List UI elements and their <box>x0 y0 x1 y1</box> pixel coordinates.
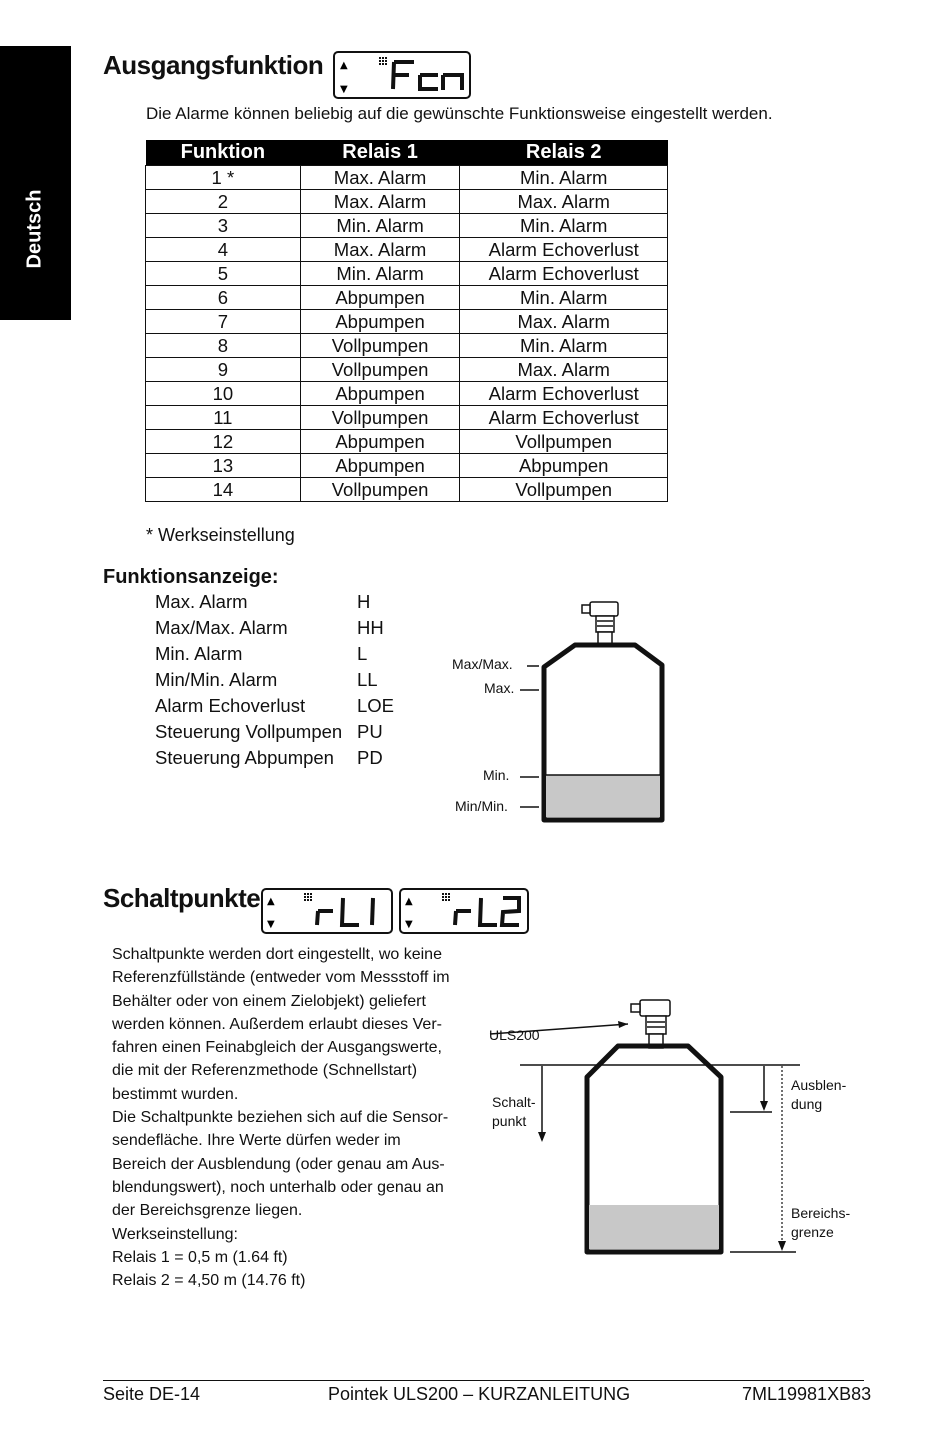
footer-rule <box>103 1380 864 1381</box>
cell-relais-2: Vollpumpen <box>460 478 668 502</box>
cell-relais-2: Alarm Echoverlust <box>460 262 668 286</box>
cell-relais-2: Max. Alarm <box>460 358 668 382</box>
table-row <box>146 478 668 502</box>
cell-relais-1: Max. Alarm <box>300 238 460 262</box>
legend-code: H <box>357 591 371 612</box>
cell-relais-1: Max. Alarm <box>300 190 460 214</box>
cell-relais-2: Alarm Echoverlust <box>460 406 668 430</box>
segment-dots-icon <box>379 57 387 65</box>
lcd-display-rl2 <box>399 888 529 934</box>
cell-relais-2: Min. Alarm <box>460 334 668 358</box>
cell-funktion: 12 <box>146 430 301 454</box>
cell-relais-2: Min. Alarm <box>460 166 668 190</box>
down-arrow-icon: ▼ <box>340 84 348 95</box>
function-table <box>145 140 668 502</box>
seven-segment-rl1 <box>317 898 373 925</box>
footer-doc-number: 7ML19981XB83 <box>742 1384 872 1404</box>
body-line: Bereich der Ausblendung (oder genau am Aus- <box>112 1155 445 1173</box>
footer-title: Pointek ULS200 – KURZANLEITUNG <box>328 1384 631 1404</box>
footer-page: Seite DE-14 <box>103 1384 201 1404</box>
cell-funktion: 5 <box>146 262 301 286</box>
table-row <box>146 358 668 382</box>
cell-relais-1: Abpumpen <box>300 454 460 478</box>
body-line: Die Schaltpunkte beziehen sich auf die Sensor- <box>112 1109 449 1127</box>
table-row <box>146 406 668 430</box>
body-line: bestimmt wurden. <box>112 1085 239 1103</box>
body-line: der Bereichsgrenze liegen. <box>112 1202 303 1220</box>
legend-label: Steuerung Vollpumpen <box>155 721 343 742</box>
funktionsanzeige-list <box>155 589 435 771</box>
body-line: die mit der Referenzmethode (Schnellstart) <box>112 1062 418 1080</box>
cell-funktion: 9 <box>146 358 301 382</box>
header-funktion: Funktion <box>146 140 301 166</box>
lcd-display-rl1 <box>261 888 393 934</box>
cell-funktion: 8 <box>146 334 301 358</box>
table-row <box>146 382 668 406</box>
header-relais-2: Relais 2 <box>460 140 668 166</box>
list-item <box>155 693 435 719</box>
table-header-row <box>146 140 668 166</box>
up-arrow-icon: ▲ <box>340 60 348 71</box>
legend-label: Steuerung Abpumpen <box>155 747 334 768</box>
section-title-schaltpunkte: Schaltpunkte <box>103 883 261 913</box>
header-relais-1: Relais 1 <box>300 140 460 166</box>
sensor-icon <box>582 602 618 645</box>
body-line: sendefläche. Ihre Werte dürfen weder im <box>112 1132 401 1150</box>
label-schaltpunkt-1: Schalt- <box>492 1094 536 1110</box>
cell-relais-1: Abpumpen <box>300 382 460 406</box>
table-row <box>146 166 668 190</box>
list-item <box>155 641 435 667</box>
segment-dots-icon <box>304 893 312 901</box>
legend-label: Alarm Echoverlust <box>155 695 306 716</box>
table-row <box>146 310 668 334</box>
body-line: Referenzfüllstände (entweder vom Messstoff im <box>112 969 450 987</box>
table-row <box>146 214 668 238</box>
legend-code: PD <box>357 747 383 768</box>
cell-relais-1: Abpumpen <box>300 310 460 334</box>
seven-segment-fcn <box>393 62 462 90</box>
cell-relais-1: Vollpumpen <box>300 406 460 430</box>
table-row <box>146 262 668 286</box>
table-row <box>146 430 668 454</box>
list-item <box>155 615 435 641</box>
segment-dots-icon <box>442 893 450 901</box>
body-line: blendungswert), noch unterhalb oder genau an <box>112 1178 444 1196</box>
cell-relais-2: Min. Alarm <box>460 214 668 238</box>
cell-relais-2: Min. Alarm <box>460 286 668 310</box>
body-line: Werkseinstellung: <box>112 1225 238 1243</box>
legend-label: Max. Alarm <box>155 591 248 612</box>
label-bereichsgrenze-2: grenze <box>791 1224 834 1240</box>
sensor-icon <box>631 1000 670 1048</box>
cell-funktion: 11 <box>146 406 301 430</box>
cell-funktion: 1 * <box>146 166 301 190</box>
label-maxmax: Max/Max. <box>452 656 513 672</box>
cell-relais-2: Alarm Echoverlust <box>460 238 668 262</box>
intro-text: Die Alarme können beliebig auf die gewünschte Funktionsweise eingestellt werden. <box>146 104 773 123</box>
lcd-display-fcn <box>333 51 471 99</box>
footnote: * Werkseinstellung <box>146 525 295 545</box>
list-item <box>155 667 435 693</box>
cell-relais-1: Max. Alarm <box>300 166 460 190</box>
cell-funktion: 3 <box>146 214 301 238</box>
cell-funktion: 10 <box>146 382 301 406</box>
label-ausblendung-2: dung <box>791 1096 823 1112</box>
up-arrow-icon: ▲ <box>267 896 275 907</box>
tank-liquid <box>589 1205 719 1249</box>
cell-relais-1: Min. Alarm <box>300 262 460 286</box>
label-max: Max. <box>484 680 515 696</box>
language-tab-label: Deutsch <box>23 189 46 269</box>
cell-relais-2: Vollpumpen <box>460 430 668 454</box>
body-line: werden können. Außerdem erlaubt dieses Ver- <box>112 1015 442 1033</box>
cell-funktion: 7 <box>146 310 301 334</box>
cell-funktion: 2 <box>146 190 301 214</box>
legend-label: Min/Min. Alarm <box>155 669 278 690</box>
seven-segment-rl2 <box>455 898 519 925</box>
cell-funktion: 14 <box>146 478 301 502</box>
body-line: Behälter oder von einem Zielobjekt) geliefert <box>112 992 426 1010</box>
label-uls200: ULS200 <box>489 1027 540 1043</box>
tank-liquid <box>546 775 660 817</box>
cell-relais-1: Vollpumpen <box>300 334 460 358</box>
legend-code: LL <box>357 669 378 690</box>
section-title-ausgangsfunktion: Ausgangsfunktion <box>103 50 324 80</box>
table-row <box>146 454 668 478</box>
table-row <box>146 190 668 214</box>
body-line: Schaltpunkte werden dort eingestellt, wo keine <box>112 946 442 963</box>
cell-relais-2: Alarm Echoverlust <box>460 382 668 406</box>
list-item <box>155 719 435 745</box>
label-bereichsgrenze-1: Bereichs- <box>791 1205 851 1221</box>
legend-code: HH <box>357 617 384 638</box>
table-row <box>146 334 668 358</box>
cell-relais-2: Max. Alarm <box>460 310 668 334</box>
legend-code: PU <box>357 721 383 742</box>
cell-funktion: 6 <box>146 286 301 310</box>
cell-relais-1: Min. Alarm <box>300 214 460 238</box>
down-arrow-icon: ▼ <box>405 919 413 930</box>
up-arrow-icon: ▲ <box>405 896 413 907</box>
table-row <box>146 238 668 262</box>
cell-relais-2: Max. Alarm <box>460 190 668 214</box>
down-arrow-icon: ▼ <box>267 919 275 930</box>
cell-relais-2: Abpumpen <box>460 454 668 478</box>
cell-funktion: 13 <box>146 454 301 478</box>
label-minmin: Min/Min. <box>455 798 508 814</box>
list-item <box>155 745 435 771</box>
label-schaltpunkt-2: punkt <box>492 1113 527 1129</box>
list-item <box>155 589 435 615</box>
legend-code: L <box>357 643 368 664</box>
cell-relais-1: Abpumpen <box>300 286 460 310</box>
table-body <box>146 166 668 502</box>
funktionsanzeige-title: Funktionsanzeige: <box>103 566 279 588</box>
legend-label: Min. Alarm <box>155 643 243 664</box>
schaltpunkte-body <box>112 943 472 1292</box>
language-tab <box>0 46 71 320</box>
cell-relais-1: Vollpumpen <box>300 478 460 502</box>
body-line: Relais 1 = 0,5 m (1.64 ft) <box>112 1248 288 1266</box>
legend-code: LOE <box>357 695 395 716</box>
label-ausblendung-1: Ausblen- <box>791 1077 847 1093</box>
body-line: Relais 2 = 4,50 m (14.76 ft) <box>112 1272 306 1290</box>
cell-relais-1: Vollpumpen <box>300 358 460 382</box>
cell-funktion: 4 <box>146 238 301 262</box>
table-row <box>146 286 668 310</box>
cell-relais-1: Abpumpen <box>300 430 460 454</box>
label-min: Min. <box>483 767 510 783</box>
legend-label: Max/Max. Alarm <box>155 617 288 638</box>
body-line: fahren einen Feinabgleich der Ausgangswerte, <box>112 1039 442 1057</box>
